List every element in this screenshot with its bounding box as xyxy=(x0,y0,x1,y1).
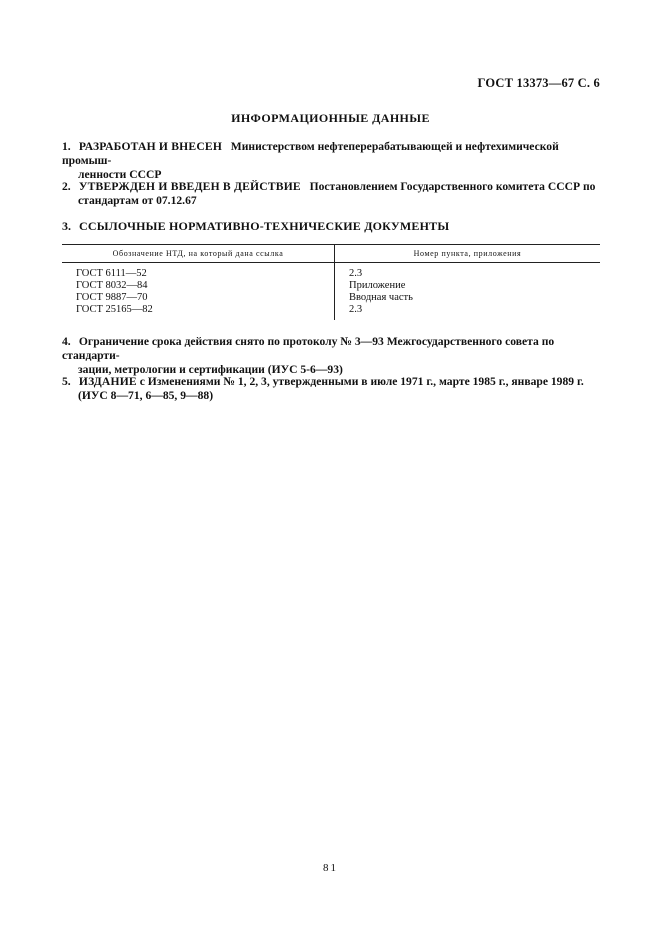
item-text-line1: с Изменениями № 1, 2, 3, утвержденными в июле 1971 г., марте 1985 г., январе 1989 г. xyxy=(139,375,584,388)
document-title: ИНФОРМАЦИОННЫЕ ДАННЫЕ xyxy=(231,111,430,125)
item-text-line1: Министерством нефтеперерабатывающей и нефтехимической промыш- xyxy=(62,140,559,167)
item-text-line2: зации, метрологии и сертификации (ИУС 5-6—93) xyxy=(78,363,343,376)
item-number: 2. xyxy=(62,180,71,193)
item-text-line1: Ограничение срока действия снято по протоколу № 3—93 Межгосударственного совета по стандарти- xyxy=(62,335,555,362)
table-row xyxy=(62,304,600,320)
table-row xyxy=(62,280,600,292)
table-cell-clause: 2.3 xyxy=(349,304,363,315)
item-text-line1: Постановлением Государственного комитета СССР по xyxy=(309,180,596,193)
table-cell-document: ГОСТ 25165—82 xyxy=(62,304,335,320)
item-heading: ИЗДАНИЕ xyxy=(78,375,137,388)
table-header-row xyxy=(62,245,600,263)
table-cell-clause: Вводная часть xyxy=(349,292,413,303)
item-text-line2: стандартам от 07.12.67 xyxy=(78,194,197,207)
table-cell-document: ГОСТ 6111—52 xyxy=(62,263,335,281)
page-header: ГОСТ 13373—67 С. 6 xyxy=(477,76,600,90)
reference-table xyxy=(62,244,600,320)
column-header-document: Обозначение НТД, на который дана ссылка xyxy=(62,245,335,263)
table-cell-clause: 2.3 xyxy=(349,268,363,279)
table-row xyxy=(62,292,600,304)
info-item-edition xyxy=(62,375,600,403)
table-cell-clause: Приложение xyxy=(349,280,406,291)
info-item-term-limit xyxy=(62,335,600,377)
item-number: 1. xyxy=(62,140,71,153)
item-number: 4. xyxy=(62,335,71,348)
item-number: 5. xyxy=(62,375,71,388)
item-text-line2: ленности СССР xyxy=(78,168,162,181)
info-item-references xyxy=(62,219,600,233)
item-text-line2: (ИУС 8—71, 6—85, 9—88) xyxy=(78,389,214,402)
table-cell-document: ГОСТ 9887—70 xyxy=(62,292,335,304)
item-number: 3. xyxy=(62,219,71,233)
page-number: 81 xyxy=(323,862,338,874)
info-item-developed xyxy=(62,140,600,182)
item-heading: ССЫЛОЧНЫЕ НОРМАТИВНО-ТЕХНИЧЕСКИЕ ДОКУМЕНТЫ xyxy=(79,219,450,233)
info-item-approved xyxy=(62,180,600,208)
table-row xyxy=(62,263,600,281)
item-heading: РАЗРАБОТАН И ВНЕСЕН xyxy=(78,140,223,153)
table-cell-document: ГОСТ 8032—84 xyxy=(62,280,335,292)
item-heading: УТВЕРЖДЕН И ВВЕДЕН В ДЕЙСТВИЕ xyxy=(78,180,301,193)
column-header-clause: Номер пункта, приложения xyxy=(335,245,601,263)
